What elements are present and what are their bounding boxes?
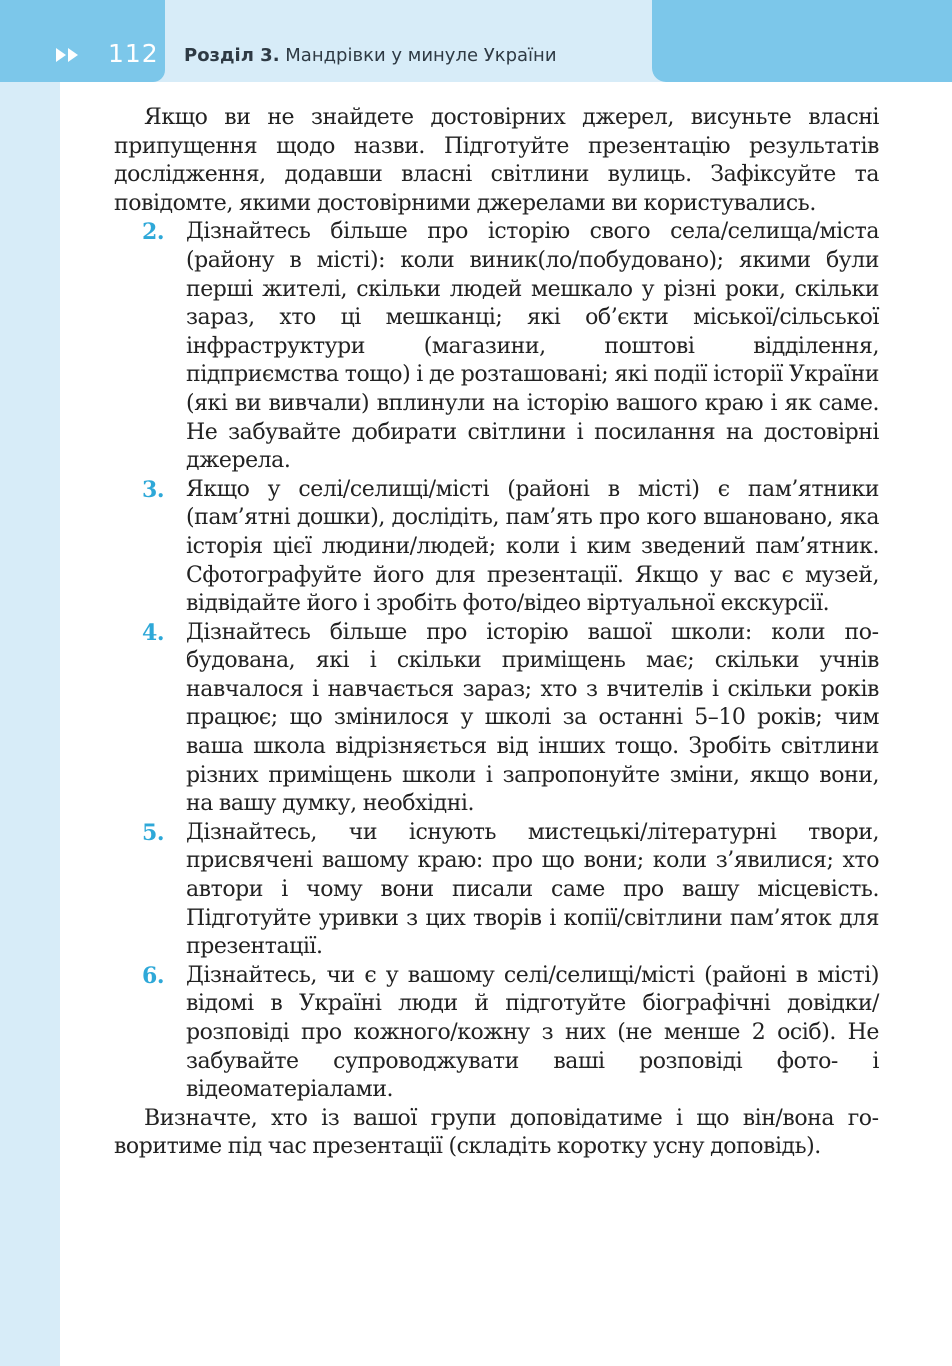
page-number: 112	[108, 39, 159, 68]
task-list	[114, 218, 879, 1104]
list-item	[114, 476, 879, 619]
section-title: Мандрівки у минуле України	[285, 45, 557, 66]
page-body	[114, 104, 879, 1162]
page-margin-band	[0, 0, 60, 1366]
item-number: 4.	[142, 619, 165, 646]
item-text: Якщо у селі/селищі/місті (районі в місті) є пам’ятники (пам’ятні дошки), дослідіть, пам’ять про кого вшановано, яка історія цієї людини/людей; коли і ким зведений пам’ятник. Сфотографуйте його для презентації. Якщо у вас є музей, відвідайте його і зробіть фото/відео віртуальної екскурсії.	[186, 476, 879, 617]
item-number: 5.	[142, 819, 165, 846]
list-item	[114, 962, 879, 1105]
item-text: Дізнайтесь більше про історію вашої школи: коли побудована, які і скільки приміщень має; скільки учнів навчалося і навчається зараз; хто з вчителів і скільки років працює; що змінилося у школі за останні 5–10 років; чим ваша школа відрізняється від інших тощо. Зробіть світлини різних приміщень школи і запропонуйте зміни, якщо вони, на вашу думку, необхідні.	[186, 619, 879, 817]
intro-paragraph: Якщо ви не знайдете достовірних джерел, висуньте власні припущення щодо назви. Підготуйте презентацію результатів дослідження, додавши власні світлини вулиць. Зафіксуйте та повідомте, якими достовірними джерелами ви користувались.	[114, 105, 879, 216]
item-number: 6.	[142, 962, 165, 989]
running-head	[184, 42, 557, 70]
list-item	[114, 619, 879, 819]
header-corner-tab	[652, 0, 952, 82]
item-text: Дізнайтесь більше про історію свого села/селища/міста (району в місті): коли виник(ло/побудовано); якими були перші жителі, скільки людей мешкало у різні роки, скільки зараз, хто ці мешканці; які об’єкти міської/сільської інфраструктури (магазини, поштові відділення, підприємства тощо) і де розташовані; які події історії України (які ви вивчали) вплинули на історію вашого краю і як саме. Не забувайте добирати світлини і посилання на достовірні джерела.	[186, 219, 879, 474]
item-number: 3.	[142, 476, 165, 503]
item-number: 2.	[142, 219, 165, 246]
item-text: Дізнайтесь, чи існують мистецькі/літературні твори, присвячені вашому краю: про що вони; коли з’явилися; хто автори і чому вони писали саме про вашу місцевість. Підготуйте уривки з цих творів і копії/світлини пам’яток для презентації.	[186, 819, 879, 960]
closing-paragraph: Визначте, хто із вашої групи доповідатиме і що він/вона говоритиме під час презентації (складіть коротку усну доповідь).	[114, 1105, 879, 1160]
section-label: Розділ 3.	[184, 45, 280, 66]
double-arrow-right-icon	[54, 44, 82, 66]
list-item	[114, 218, 879, 475]
list-item	[114, 819, 879, 962]
item-text: Дізнайтесь, чи є у вашому селі/селищі/місті (районі в місті) відомі в Україні люди й підготуйте біографічні довідки/розповіді про кожного/кожну з них (не менше 2 осіб). Не забувайте супроводжувати ваші розповіді фото- і відеоматеріалами.	[186, 962, 879, 1103]
